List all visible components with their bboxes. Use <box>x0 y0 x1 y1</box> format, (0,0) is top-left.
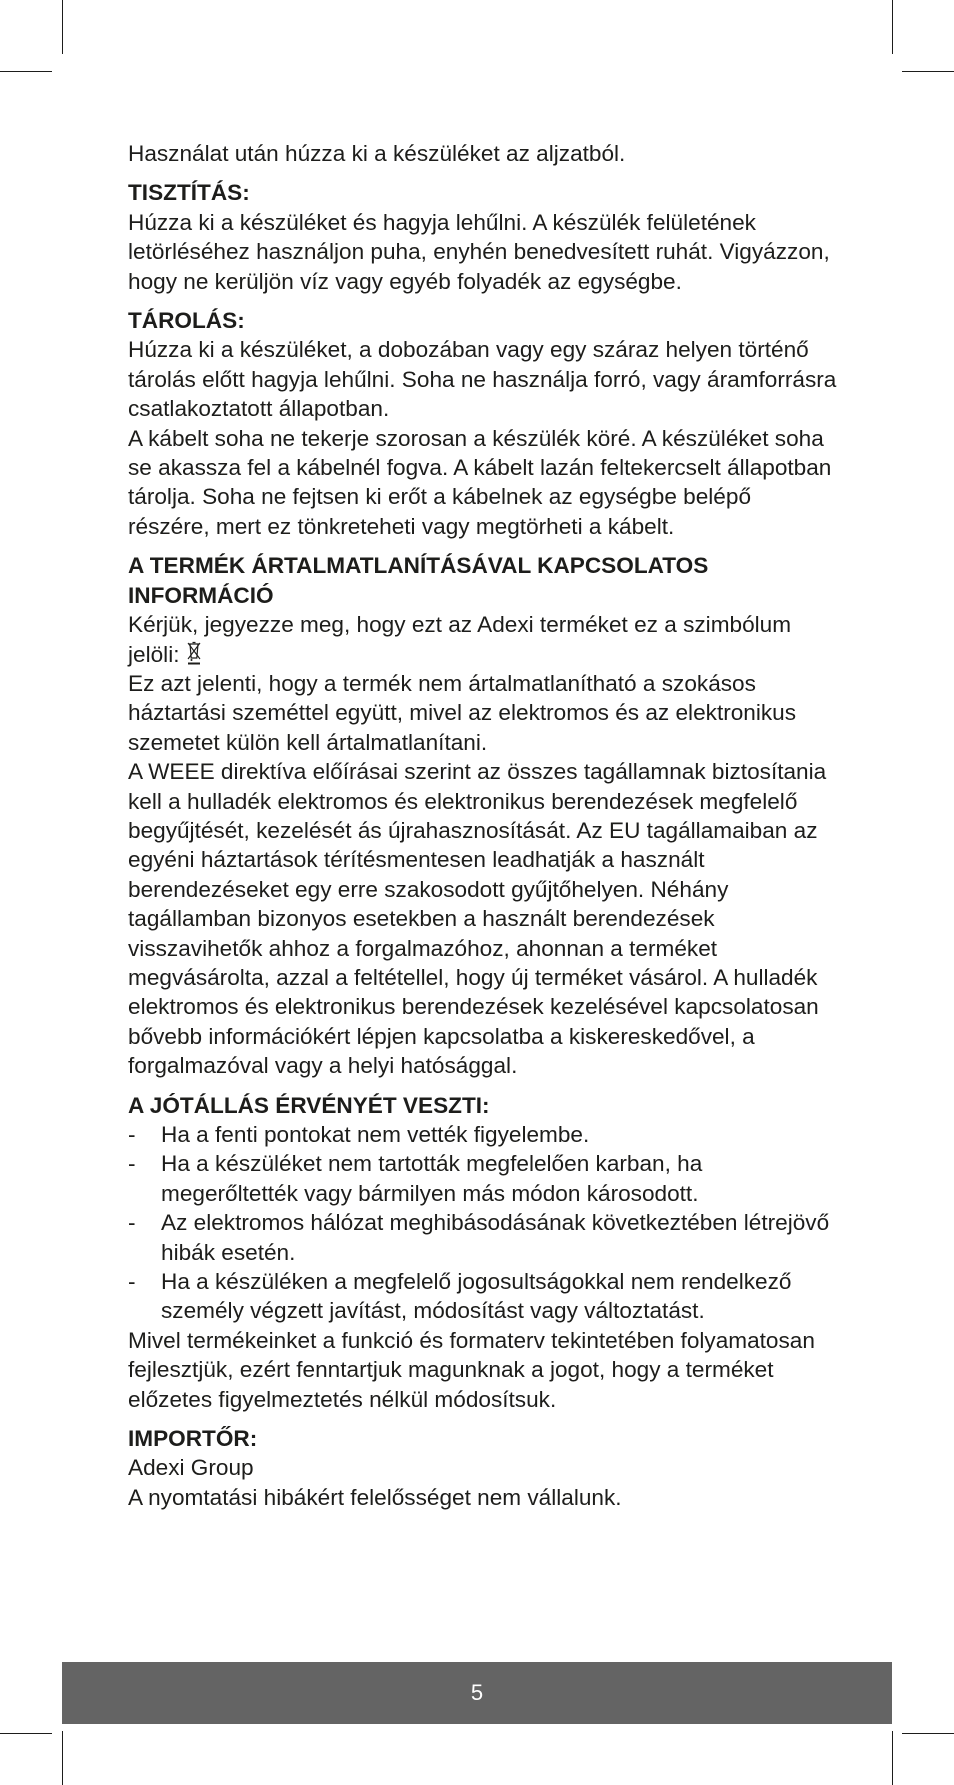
page-number: 5 <box>470 1680 484 1705</box>
crop-mark-top-left-horizontal <box>0 71 52 72</box>
importer-heading: IMPORTŐR: <box>128 1426 258 1452</box>
disposal-symbol-text: Kérjük, jegyezze meg, hogy ezt az Adexi terméket ez a szimbólum jelöli: <box>128 612 792 667</box>
warranty-list-item <box>128 1149 838 1208</box>
crop-mark-top-left-vertical <box>62 0 63 54</box>
importer-name: Adexi Group <box>128 1455 254 1481</box>
cleaning-heading: TISZTÍTÁS: <box>128 180 250 206</box>
warranty-list-item <box>128 1120 838 1149</box>
storage-paragraph-1: Húzza ki a készüléket, a dobozában vagy egy száraz helyen történő tárolás előtt hagyja lehűlni. Soha ne használja forró, vagy áramforrásra csatlakoztatott állapotban. <box>128 337 837 422</box>
bullet-dash: - <box>128 1269 136 1295</box>
warranty-paragraph: Mivel termékeinket a funkció és formaterv tekintetében folyamatosan fejlesztjük, ezért fenntartjuk magunknak a jogot, hogy a terméket előzetes figyelmeztetés nélkül módosítsuk. <box>128 1327 815 1412</box>
storage-paragraph-2: A kábelt soha ne tekerje szorosan a készülék köré. A készüléket soha se akassza fel a kábelnél fogva. A kábelt lazán feltekercselt állapotban tárolja. Soha ne fejtsen ki erőt a kábelnek az egységbe belépő részére, mert ez tönkreteheti vagy megtörheti a kábelt. <box>128 425 832 539</box>
warranty-list-item <box>128 1208 838 1267</box>
storage-heading: TÁROLÁS: <box>128 308 245 334</box>
disposal-paragraph-2: Ez azt jelenti, hogy a termék nem ártalmatlanítható a szokásos háztartási szeméttel együtt, mivel az elektromos és az elektronikus szemetet külön kell ártalmatlanítani. <box>128 670 797 755</box>
intro-paragraph: Használat után húzza ki a készüléket az aljzatból. <box>128 141 626 166</box>
bullet-dash: - <box>128 1122 136 1147</box>
crop-mark-top-right-vertical <box>892 0 893 54</box>
warranty-heading: A JÓTÁLLÁS ÉRVÉNYÉT VESZTI: <box>128 1092 490 1118</box>
bullet-dash: - <box>128 1210 136 1236</box>
warranty-item-text: Ha a készüléket nem tartották megfelelően karban, ha megerőltették vagy bármilyen más módon károsodott. <box>161 1151 703 1206</box>
warranty-list-item <box>128 1267 838 1326</box>
crop-mark-bottom-left-horizontal <box>0 1733 52 1734</box>
crossed-out-bin-icon <box>186 641 202 665</box>
disposal-paragraph-1 <box>128 610 838 669</box>
bullet-dash: - <box>128 1151 136 1177</box>
crop-mark-bottom-right-vertical <box>892 1731 893 1785</box>
disposal-paragraph-3: A WEEE direktíva előírásai szerint az összes tagállamnak biztosítania kell a hulladék elektromos és elektronikus berendezések megfelelő begyűjtését, kezelését ás újrahasznosítását. Az EU tagállamaiban az egyéni háztartások térítésmentesen leadhatják a használt berendezéseket egy erre szakosodott gyűjtőhelyen. Néhány tagállamban bizonyos esetekben a használt berendezések visszavihetők ahhoz a forgalmazóhoz, ahonnan a terméket megvásárolta, azzal a feltétellel, hogy új terméket vásárol. A hulladék elektromos és elektronikus berendezések kezelésével kapcsolatosan bővebb információkért lépjen kapcsolatba a kiskereskedővel, a forgalmazóval vagy a helyi hatósággal. <box>128 759 827 1079</box>
crop-mark-bottom-left-vertical <box>62 1731 63 1785</box>
warranty-list <box>128 1120 838 1326</box>
disposal-heading: A TERMÉK ÁRTALMATLANÍTÁSÁVAL KAPCSOLATOS INFORMÁCIÓ <box>128 553 709 608</box>
warranty-item-text: Ha a készüléken a megfelelő jogosultságokkal nem rendelkező személy végzett javítást, módosítást vagy változtatást. <box>161 1269 792 1324</box>
warranty-item-text: Ha a fenti pontokat nem vették figyelembe. <box>161 1122 590 1147</box>
page-footer <box>62 1662 892 1724</box>
manual-text <box>128 139 838 1512</box>
cleaning-paragraph: Húzza ki a készüléket és hagyja lehűlni. A készülék felületének letörléséhez használjon puha, enyhén benedvesített ruhát. Vigyázzon, hogy ne kerüljön víz vagy egyéb folyadék az egységbe. <box>128 209 830 294</box>
misprint-disclaimer: A nyomtatási hibákért felelősséget nem vállalunk. <box>128 1484 622 1510</box>
crop-mark-top-right-horizontal <box>902 71 954 72</box>
crop-mark-bottom-right-horizontal <box>902 1733 954 1734</box>
warranty-item-text: Az elektromos hálózat meghibásodásának következtében létrejövő hibák esetén. <box>161 1210 830 1265</box>
